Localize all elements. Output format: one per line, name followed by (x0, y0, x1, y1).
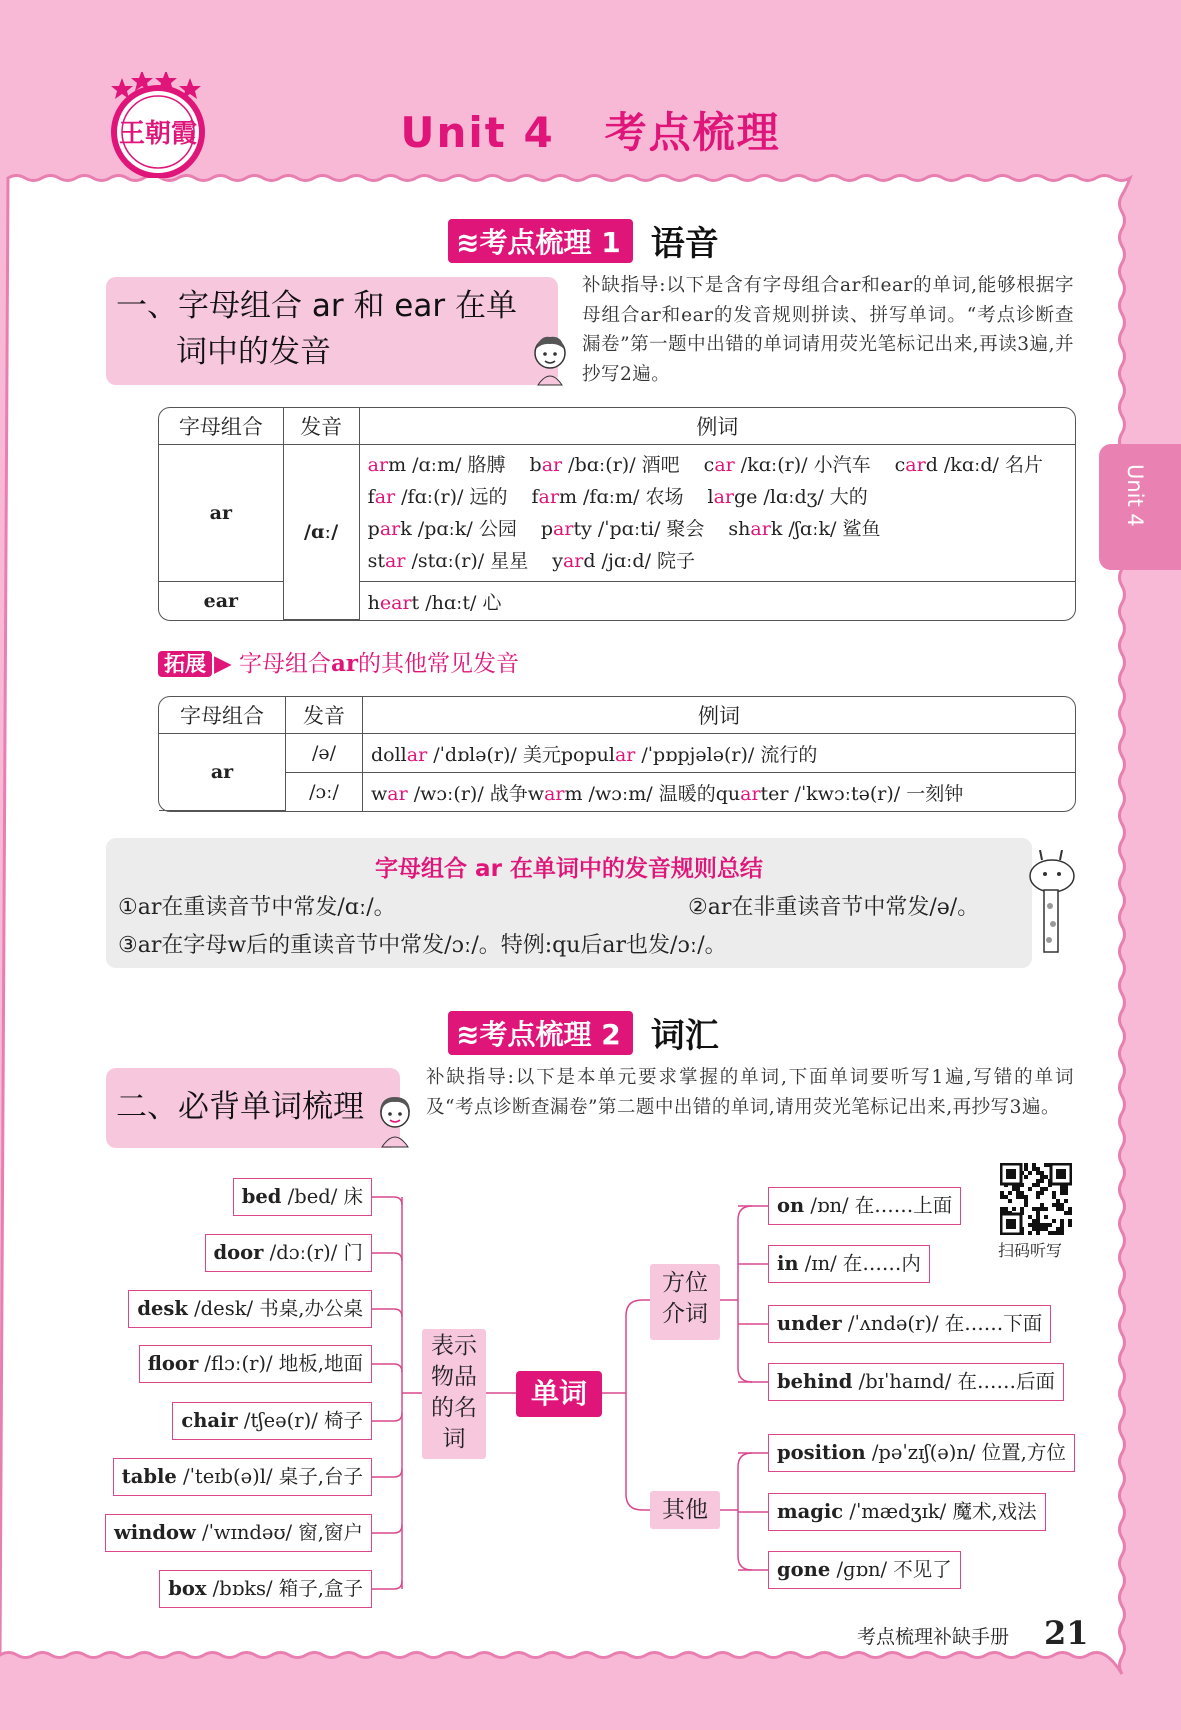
section2-title: 词汇 (650, 1016, 719, 1056)
sound-cell: /ə/ (286, 734, 363, 773)
preposition-word-node: in /ɪn/ 在……内 (768, 1245, 930, 1283)
noun-word-node: chair /tʃeə(r)/ 椅子 (172, 1402, 372, 1440)
section1-badge: ≋考点梳理 1 (448, 219, 633, 263)
noun-category-node: 表示 物品 的名 词 (422, 1329, 486, 1459)
summary-rule: ②ar在非重读音节中常发/ə/。 (688, 895, 980, 920)
col-header: 例词 (363, 697, 1075, 734)
example-word: park /pɑːk/ 公园 (367, 518, 517, 540)
noun-word-node: floor /flɔː(r)/ 地板,地面 (139, 1345, 372, 1383)
noun-word-node: box /bɒks/ 箱子,盒子 (159, 1570, 372, 1608)
noun-word-node: door /dɔː(r)/ 门 (205, 1234, 372, 1272)
example-word: bar /bɑː(r)/ 酒吧 (529, 454, 680, 476)
example-word: large /lɑːdʒ/ 大的 (707, 486, 868, 508)
section1-title: 语音 (650, 224, 719, 264)
example-word: popular /ˈpɒpjələ(r)/ 流行的 (560, 743, 818, 766)
svg-text:王朝霞: 王朝霞 (118, 119, 198, 149)
example-word: farm /fɑːm/ 农场 (531, 486, 684, 508)
noun-word-node: table /ˈteɪb(ə)l/ 桌子,台子 (113, 1458, 372, 1496)
page-title: Unit 4 考点梳理 (400, 108, 781, 157)
section2-badge: ≋考点梳理 2 (448, 1011, 633, 1055)
col-header: 发音 (284, 408, 360, 445)
letter-combo-ar: ar (159, 445, 284, 582)
example-word: star /stɑː(r)/ 星星 (367, 550, 529, 572)
example-word: quarter /ˈkwɔːtə(r)/ 一刻钟 (715, 782, 964, 805)
example-word: party /ˈpɑːti/ 聚会 (540, 518, 705, 540)
summary-title: 字母组合 ar 在单词中的发音规则总结 (375, 856, 763, 882)
qr-caption: 扫码听写 (998, 1241, 1063, 1260)
example-word: card /kɑːd/ 名片 (894, 454, 1043, 476)
col-header: 字母组合 (159, 697, 286, 734)
noun-word-node: bed /bed/ 床 (233, 1178, 372, 1216)
example-word: car /kɑː(r)/ 小汽车 (703, 454, 871, 476)
example-word: warm /wɔːm/ 温暖的 (527, 782, 716, 805)
sound-cell: /ɔː/ (286, 773, 363, 811)
root-node: 单词 (516, 1371, 602, 1417)
other-word-node: gone /ɡɒn/ 不见了 (768, 1551, 961, 1589)
example-word: yard /jɑːd/ 院子 (552, 550, 696, 572)
part2-heading: 二、必背单词梳理 (106, 1068, 400, 1148)
other-category-node: 其他 (650, 1491, 720, 1529)
example-word: far /fɑː(r)/ 远的 (367, 486, 508, 508)
example-word: heart /hɑːt/ 心 (367, 591, 502, 614)
footer-label: 考点梳理补缺手册 (857, 1626, 1010, 1648)
summary-rule: ①ar在重读音节中常发/ɑː/。 (118, 895, 396, 920)
noun-word-node: window /ˈwɪndəʊ/ 窗,窗户 (105, 1514, 372, 1552)
col-header: 发音 (286, 697, 363, 734)
example-word: shark /ʃɑːk/ 鲨鱼 (728, 518, 881, 540)
expand-badge: 拓展 (158, 651, 212, 677)
other-word-node: magic /ˈmædʒɪk/ 魔术,戏法 (768, 1493, 1046, 1531)
preposition-category-node: 方位 介词 (650, 1264, 720, 1340)
preposition-word-node: behind /bɪˈhaɪnd/ 在……后面 (768, 1363, 1064, 1401)
letter-combo-ear: ear (159, 582, 284, 620)
part2-note: 补缺指导:以下是本单元要求掌握的单词,下面单词要听写1遍,写错的单词及“考点诊断查漏卷”第二题中出错的单词,请用荧光笔标记出来,再抄写3遍。 (426, 1067, 1074, 1118)
col-header: 例词 (360, 408, 1075, 445)
other-word-node: position /pəˈzɪʃ(ə)n/ 位置,方位 (768, 1434, 1075, 1472)
noun-word-node: desk /desk/ 书桌,办公桌 (128, 1290, 372, 1328)
example-word: dollar /ˈdɒlə(r)/ 美元 (371, 743, 561, 766)
letter-combo-ar: ar (159, 734, 286, 811)
example-word: war /wɔː(r)/ 战争 (371, 782, 528, 805)
part1-heading: 一、字母组合 ar 和 ear 在单 词中的发音 (106, 277, 558, 385)
col-header: 字母组合 (159, 408, 284, 445)
expand-heading: 拓展 ▶ 字母组合ar的其他常见发音 (158, 645, 519, 678)
preposition-word-node: on /ɒn/ 在……上面 (768, 1187, 961, 1225)
summary-rule: ③ar在字母w后的重读音节中常发/ɔː/。特例:qu后ar也发/ɔː/。 (118, 933, 727, 958)
sound-cell: /ɑː/ (284, 445, 360, 620)
unit-side-tab: Unit 4 (1099, 444, 1181, 570)
example-word: arm /ɑːm/ 胳膊 (367, 454, 506, 476)
preposition-word-node: under /ˈʌndə(r)/ 在……下面 (768, 1305, 1051, 1343)
part1-note: 补缺指导:以下是含有字母组合ar和ear的单词,能够根据字母组合ar和ear的发音规则拼读、拼写单词。“考点诊断查漏卷”第一题中出错的单词请用荧光笔标记出来,再读3遍,并抄写2遍。 (582, 275, 1074, 385)
page-number: 21 (1044, 1614, 1089, 1652)
